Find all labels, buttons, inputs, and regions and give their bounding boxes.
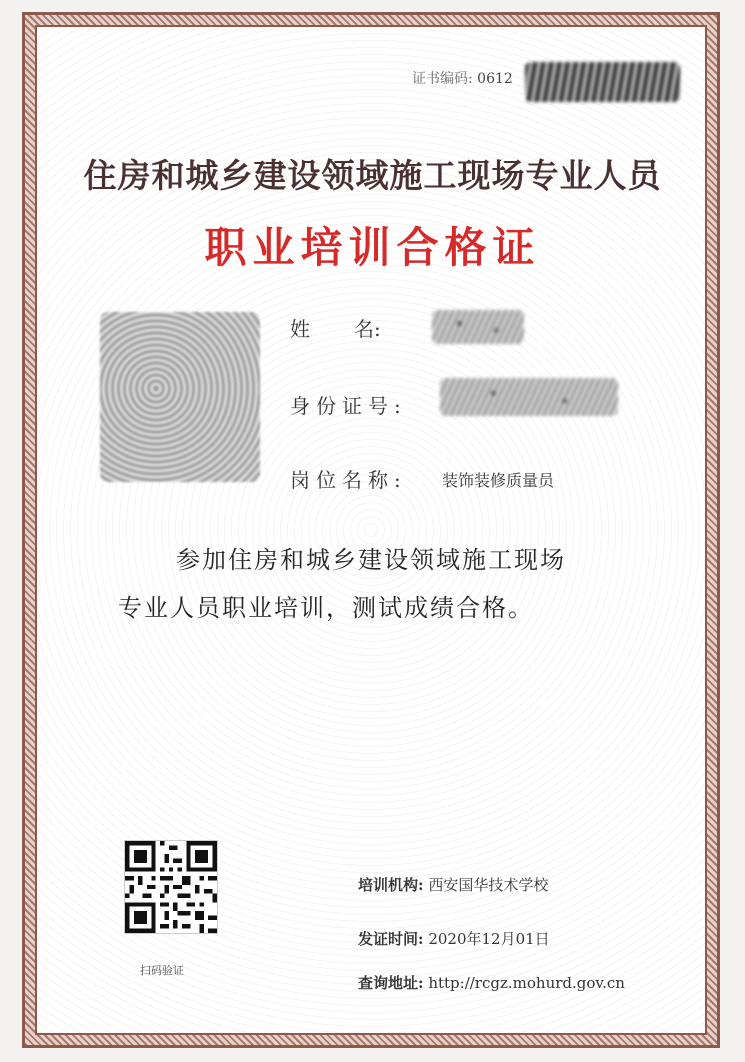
name-label (290, 313, 381, 342)
query-url-row (358, 972, 625, 993)
certificate-statement (118, 536, 638, 632)
training-org-row (358, 874, 548, 895)
certificate-number-value: 0612 (477, 71, 513, 87)
issue-date-label: 发证时间: (358, 930, 424, 948)
statement-line2: 专业人员职业培训，测试成绩合格。 (118, 594, 534, 622)
post-value: 装饰装修质量员 (442, 471, 555, 490)
qr-caption: 扫码验证 (140, 964, 184, 977)
id-number-label: 身份证号: (290, 394, 407, 418)
certificate-title-line2: 职业培训合格证 (204, 223, 541, 272)
post-label: 岗位名称: (290, 468, 407, 492)
name-label-part2: 名: (354, 317, 381, 341)
name-label-part1: 姓 (290, 317, 310, 341)
issue-date-value: 2020年12月01日 (428, 930, 550, 948)
qr-code[interactable] (124, 840, 218, 934)
redacted-certificate-number (525, 62, 680, 102)
query-url-label: 查询地址: (358, 974, 424, 992)
training-org-value: 西安国华技术学校 (428, 876, 549, 894)
certificate-number-label: 证书编码: (412, 71, 473, 87)
certificate-number (412, 68, 513, 88)
issue-date-row (358, 928, 550, 949)
redacted-id-number (440, 378, 618, 416)
query-url-link[interactable]: http://rcgz.mohurd.gov.cn (428, 974, 625, 992)
certificate-title-line1: 住房和城乡建设领域施工现场专业人员 (83, 156, 662, 195)
qr-code-image (125, 841, 217, 933)
redacted-photo (100, 312, 260, 482)
statement-line1: 参加住房和城乡建设领域施工现场 (176, 546, 566, 574)
training-org-label: 培训机构: (358, 876, 424, 894)
redacted-name (432, 310, 524, 344)
